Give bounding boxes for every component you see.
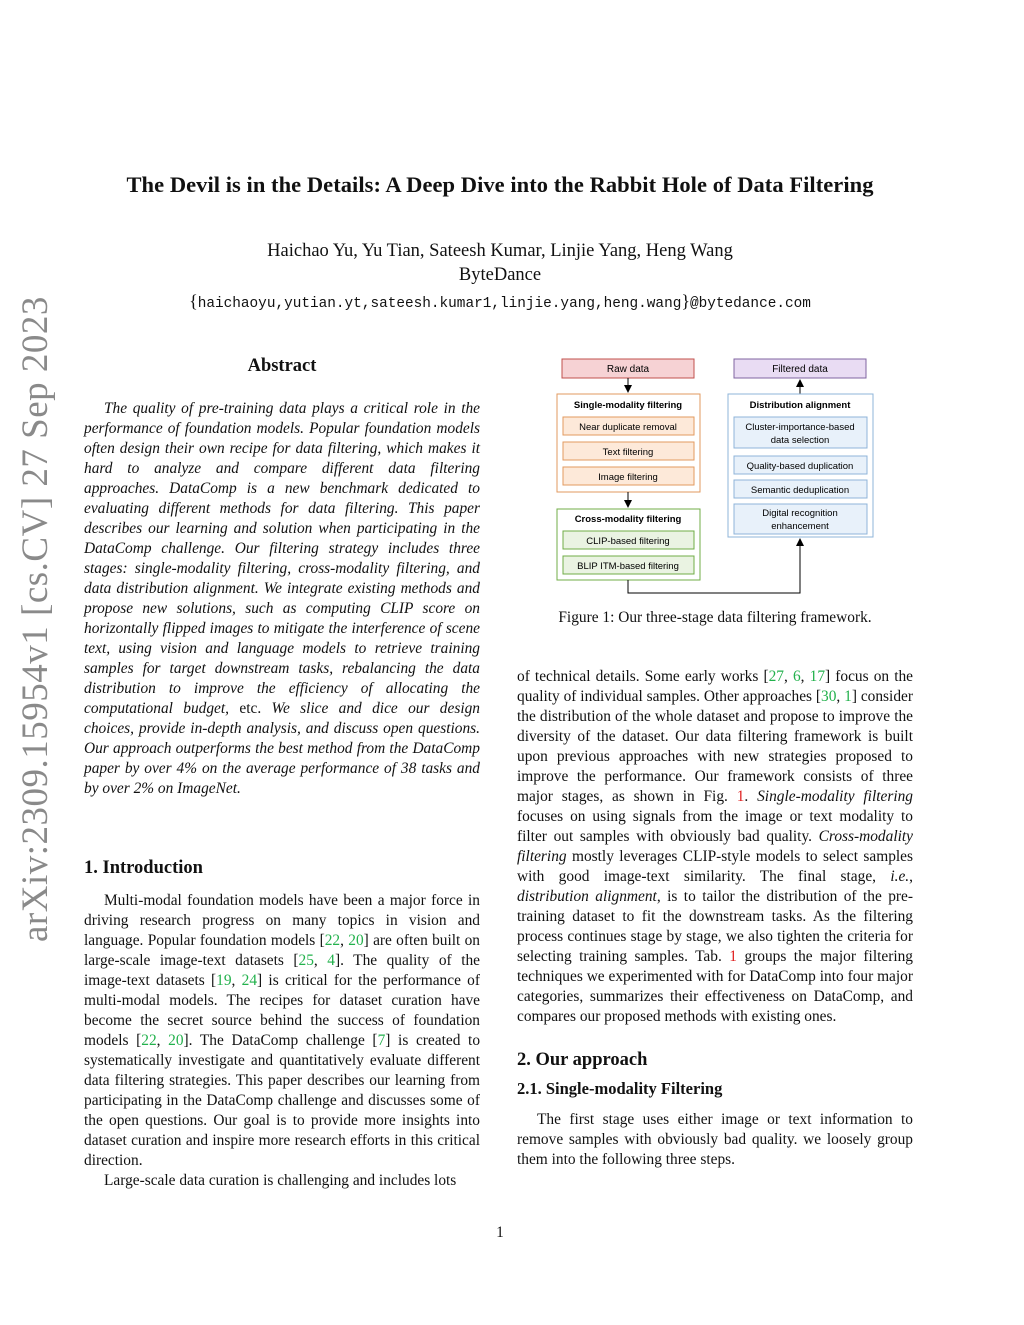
citation-link[interactable]: 6: [792, 668, 801, 685]
near-duplicate-removal-label: Near duplicate removal: [579, 422, 677, 433]
citation-link[interactable]: 25: [298, 952, 314, 969]
image-filtering-label: Image filtering: [598, 472, 658, 483]
citation-link[interactable]: 17: [809, 668, 826, 685]
distribution-alignment-title: Distribution alignment: [749, 400, 851, 411]
abstract-etc: etc.: [239, 700, 262, 717]
page-number: 1: [496, 1224, 504, 1241]
quality-duplication-label: Quality-based duplication: [746, 461, 854, 472]
abstract-text-end: We slice and dice our design choices, provide in-depth analysis, and discuss open questions. Our approach outperforms the best method from the DataComp paper by over 4% on the average performance of 38 tasks and by over 2% on ImageNet.: [84, 700, 480, 797]
framework-figure: [555, 356, 875, 596]
arxiv-identifier: arXiv:2309.15954v1 [cs.CV] 27 Sep 2023: [15, 296, 56, 942]
filtered-data-label: Filtered data: [772, 364, 828, 375]
blip-filtering-label: BLIP ITM-based filtering: [577, 561, 679, 572]
cluster-importance-label: Cluster-importance-based: [745, 422, 855, 433]
citation-link[interactable]: 22: [324, 932, 341, 949]
text-filtering-label: Text filtering: [602, 447, 654, 458]
table-reference-link[interactable]: 1: [729, 948, 737, 965]
right-column-text: [517, 667, 913, 1170]
citation-link[interactable]: 27: [768, 668, 784, 685]
figure-caption: Figure 1: Our three-stage data filtering framework.: [558, 609, 872, 626]
abstract-heading: Abstract: [247, 356, 317, 376]
clip-filtering-label: CLIP-based filtering: [586, 536, 670, 547]
citation-link[interactable]: 22: [141, 1032, 157, 1049]
digital-recognition-label-line2: enhancement: [771, 521, 829, 532]
section-2-1-paragraph: The first stage uses either image or text information to remove samples with obviously bad quality. we loosely group them into the following three steps.: [517, 1111, 913, 1168]
paper-title: The Devil is in the Details: A Deep Dive into the Rabbit Hole of Data Filtering: [126, 172, 874, 197]
digital-recognition-label: Digital recognition: [762, 508, 838, 519]
continued-paragraph: of technical details. Some early works [27, 6, 17] focus on the quality of individual samples. Other approaches [30, 1] consider the distribution of the whole dataset and propose to improve the diversity of the dataset. Our data filtering framework is built upon previous approaches with new strategies proposed to improve the performance. Our framework consists of three major stages, as shown in Fig. 1. Single-modality filtering focuses on using signals from the image or text modality to filter out samples with obviously bad quality. Cross-modality filtering mostly leverages CLIP-style models to select samples with good image-text similarity. The final stage, i.e., distribution alignment, is to tailor the distribution of the pre-training dataset to fit the downstream tasks. As the filtering process continues stage by stage, we also tighten the criteria for selecting training samples. Tab. 1 groups the major filtering techniques we experimented with for DataComp into four major categories, summarizes their effectiveness on DataComp, and compares our proposed methods with existing ones.: [517, 668, 914, 1025]
author-list: Haichao Yu, Yu Tian, Sateesh Kumar, Linjie Yang, Heng Wang: [267, 241, 733, 261]
author-emails: {haichaoyu,yutian.yt,sateesh.kumar1,linjie.yang,heng.wang}@bytedance.com: [189, 291, 811, 312]
citation-link[interactable]: 24: [241, 972, 258, 989]
citation-link[interactable]: 30: [821, 688, 837, 705]
semantic-dedup-label: Semantic deduplication: [750, 485, 850, 496]
citation-link[interactable]: 1: [844, 688, 852, 705]
citation-link[interactable]: 7: [377, 1032, 386, 1049]
email-usernames: haichaoyu,yutian.yt,sateesh.kumar1,linjie.yang,heng.wang: [197, 296, 682, 312]
citation-link[interactable]: 19: [216, 972, 232, 989]
email-domain: @bytedance.com: [689, 296, 811, 312]
introduction-heading: 1. Introduction: [84, 858, 203, 878]
citation-link[interactable]: 4: [327, 952, 335, 969]
raw-data-label: Raw data: [606, 364, 650, 375]
cluster-importance-label-line2: data selection: [770, 435, 830, 446]
figure-reference-link[interactable]: 1: [736, 788, 745, 805]
citation-link[interactable]: 20: [168, 1032, 184, 1049]
abstract-body: [84, 399, 480, 799]
cross-modality-title: Cross-modality filtering: [574, 514, 682, 525]
introduction-section: [84, 858, 480, 1191]
introduction-paragraph: Large-scale data curation is challenging and includes lots: [104, 1172, 457, 1189]
abstract-text: The quality of pre-training data plays a critical role in the performance of foundation models. Popular foundation models often design their own recipe for data filtering, which makes it hard to analyze and compare different data filtering approaches. DataComp is a new benchmark dedicated to evaluating different methods for data filtering. This paper describes our learning and solution when participating in the DataComp challenge. Our filtering strategy includes three stages: single-modality filtering, cross-modality filtering, and data distribution alignment. We integrate existing methods and propose new solutions, such as computing CLIP score on horizontally flipped images to mitigate the interference of scene text, using vision and language models to retrieve training samples for target downstream tasks, rebalancing the data distribution to improve the efficiency of allocating the computational budget,: [84, 400, 480, 717]
citation-link[interactable]: 20: [348, 932, 364, 949]
introduction-paragraph: Multi-modal foundation models have been a major force in driving research progress on many topics in vision and language. Popular foundation models [22, 20] are often built on large-scale image-text datasets [25, 4]. The quality of the image-text datasets [19, 24] is critical for the performance of multi-modal models. The recipes for dataset curation have become the secret source behind the success of foundation models [22, 20]. The DataComp challenge [7] is created to systematically investigate and quantitatively evaluate different data filtering strategies. This paper describes our learning from participating in the DataComp challenge and discusses some of the open questions. Our goal is to provide more insights into dataset curation and inspire more research efforts in this critical direction.: [84, 892, 481, 1169]
single-modality-title: Single-modality filtering: [573, 400, 683, 411]
affiliation: ByteDance: [458, 265, 542, 285]
section-2-1-heading: 2.1. Single-modality Filtering: [517, 1079, 723, 1098]
section-2-heading: 2. Our approach: [517, 1050, 648, 1070]
